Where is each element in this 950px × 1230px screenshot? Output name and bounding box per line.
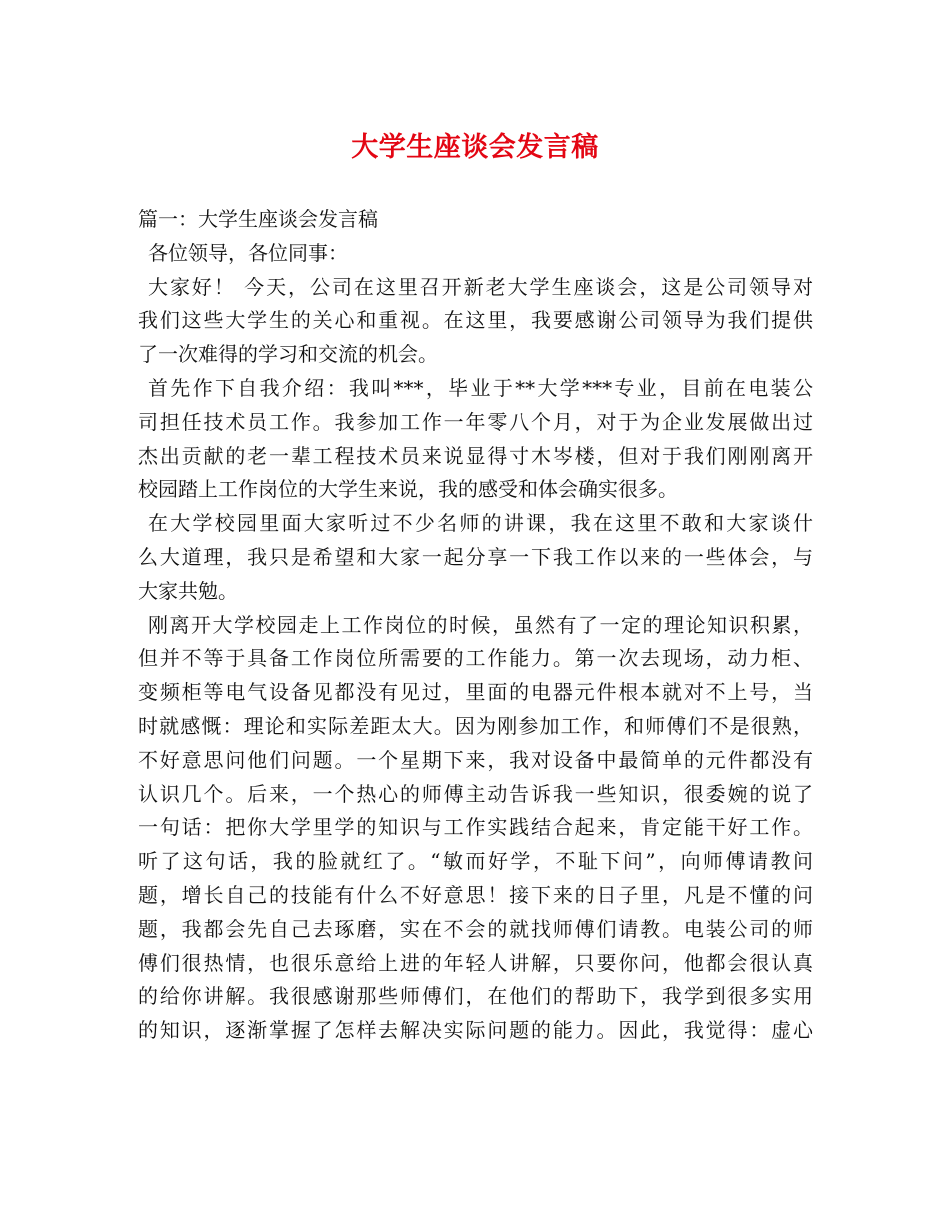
- text-line: 司担任技术员工作。我参加工作一年零八个月，对于为企业发展做出过: [138, 409, 813, 434]
- text-line: 题，我都会先自己去琢磨，实在不会的就找师傅们请教。电装公司的师: [138, 916, 813, 941]
- text-line: 不好意思问他们问题。一个星期下来，我对设备中最简单的元件都没有: [138, 747, 813, 772]
- text-line: 么大道理，我只是希望和大家一起分享一下我工作以来的一些体会，与: [138, 544, 813, 569]
- text-line: 刚离开大学校园走上工作岗位的时候，虽然有了一定的理论知识积累，: [148, 612, 813, 637]
- text-line: 我们这些大学生的关心和重视。在这里，我要感谢公司领导为我们提供: [138, 308, 813, 333]
- text-line: 但并不等于具备工作岗位所需要的工作能力。第一次去现场，动力柜、: [138, 646, 813, 671]
- text-line: 的知识，逐渐掌握了怎样去解决实际问题的能力。因此，我觉得：虚心: [138, 1018, 813, 1043]
- document-body: [138, 203, 813, 1048]
- text-line: 大家好！ 今天，公司在这里召开新老大学生座谈会，这是公司领导对: [148, 274, 813, 299]
- text-line: 一句话：把你大学里学的知识与工作实践结合起来，肯定能干好工作。: [138, 815, 813, 840]
- text-line: 傅们很热情，也很乐意给上进的年轻人讲解，只要你问，他都会很认真: [138, 950, 813, 975]
- text-line: 首先作下自我介绍：我叫***，毕业于**大学***专业，目前在电装公: [148, 375, 813, 400]
- document-title: 大学生座谈会发言稿: [351, 132, 599, 163]
- text-line: 篇一：大学生座谈会发言稿: [138, 207, 378, 231]
- text-line: 校园踏上工作岗位的大学生来说，我的感受和体会确实很多。: [138, 477, 678, 502]
- text-line: 时就感慨：理论和实际差距太大。因为刚参加工作，和师傅们不是很熟，: [138, 713, 813, 738]
- text-line: 了一次难得的学习和交流的机会。: [138, 342, 438, 367]
- text-line: 认识几个。后来，一个热心的师傅主动告诉我一些知识，很委婉的说了: [138, 781, 813, 806]
- text-line: 听了这句话，我的脸就红了。“敏而好学，不耻下问”，向师傅请教问: [138, 849, 813, 874]
- text-line: 在大学校园里面大家听过不少名师的讲课，我在这里不敢和大家谈什: [148, 511, 813, 536]
- text-line: 各位领导，各位同事：: [148, 240, 348, 265]
- text-line: 变频柜等电气设备见都没有见过，里面的电器元件根本就对不上号，当: [138, 680, 813, 705]
- text-line: 题，增长自己的技能有什么不好意思！接下来的日子里，凡是不懂的问: [138, 882, 813, 907]
- text-line: 大家共勉。: [138, 578, 238, 603]
- text-line: 的给你讲解。我很感谢那些师傅们，在他们的帮助下，我学到很多实用: [138, 984, 813, 1009]
- text-line: 杰出贡献的老一辈工程技术员来说显得寸木岑楼，但对于我们刚刚离开: [138, 443, 813, 468]
